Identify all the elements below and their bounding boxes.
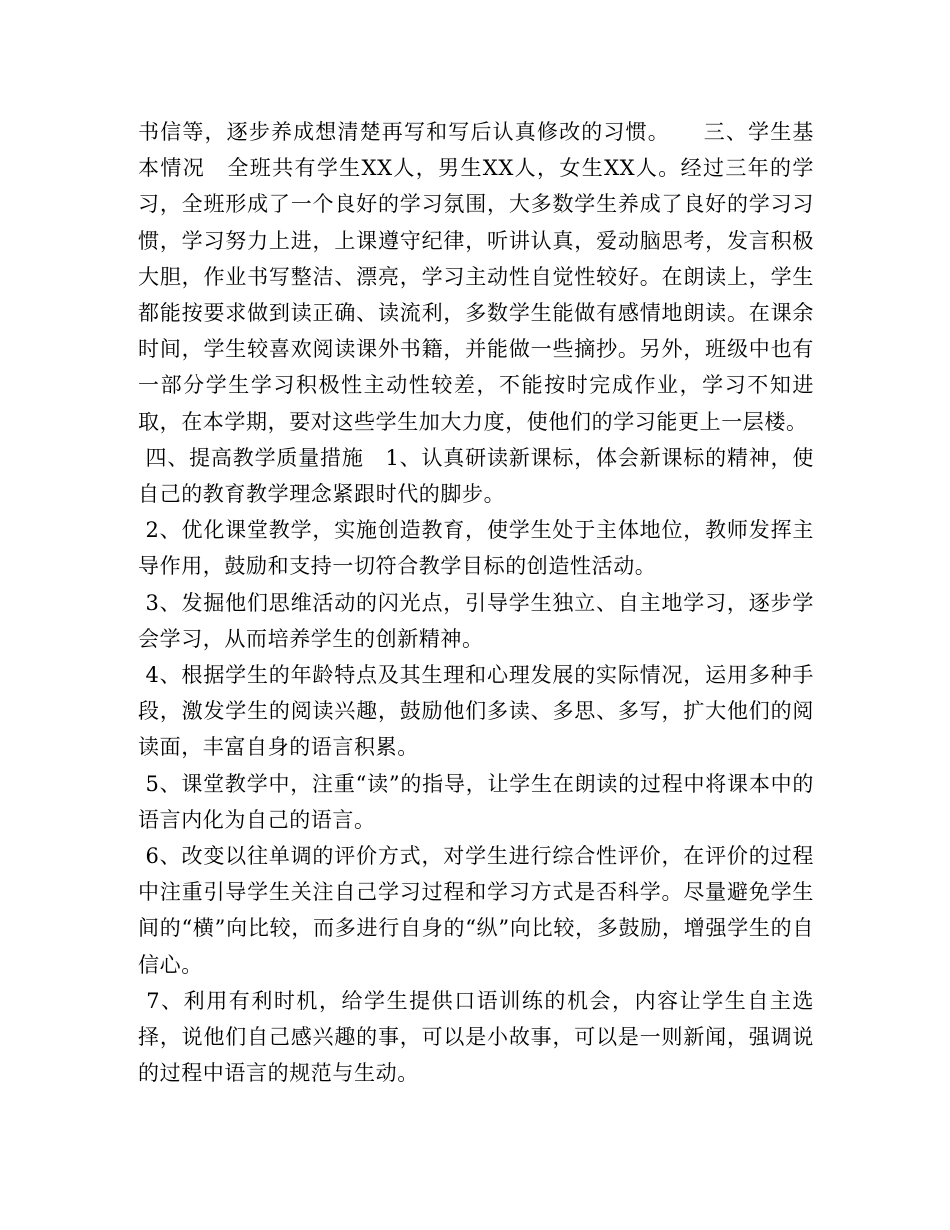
paragraph-measure-2: 2、优化课堂教学，实施创造教育，使学生处于主体地位，教师发挥主导作用，鼓励和支持一切符合教学目标的创造性活动。: [138, 518, 814, 579]
paragraph-measure-5: 5、课堂教学中，注重“读”的指导，让学生在朗读的过程中将课本中的语言内化为自己的语言。: [138, 771, 814, 832]
paragraph-measure-3: 3、发掘他们思维活动的闪光点，引导学生独立、自主地学习，逐步学会学习，从而培养学生的创新精神。: [138, 590, 814, 651]
paragraph-measure-4: 4、根据学生的年龄特点及其生理和心理发展的实际情况，运用多种手段，激发学生的阅读兴趣，鼓励他们多读、多思、多写，扩大他们的阅读面，丰富自身的语言积累。: [138, 663, 814, 760]
document-body: [138, 114, 814, 1091]
paragraph-student-situation: 书信等，逐步养成想清楚再写和写后认真修改的习惯。 三、学生基本情况 全班共有学生XX人，男生XX人，女生XX人。经过三年的学习，全班形成了一个良好的学习氛围，大多数学生养成了良好的学习习惯，学习努力上进，上课遵守纪律，听讲认真，爱动脑思考，发言积极大胆，作业书写整洁、漂亮，学习主动性自觉性较好。在朗读上，学生都能按要求做到读正确、读流利，多数学生能做有感情地朗读。在课余时间，学生较喜欢阅读课外书籍，并能做一些摘抄。另外，班级中也有一部分学生学习积极性主动性较差，不能按时完成作业，学习不知进取，在本学期，要对这些学生加大力度，使他们的学习能更上一层楼。: [138, 120, 814, 434]
paragraph-measure-6: 6、改变以往单调的评价方式，对学生进行综合性评价，在评价的过程中注重引导学生关注自己学习过程和学习方式是否科学。尽量避免学生间的“横”向比较，而多进行自身的“纵”向比较，多鼓励，增强学生的自信心。: [138, 844, 814, 977]
paragraph-measure-1: 四、提高教学质量措施 1、认真研读新课标，体会新课标的精神，使自己的教育教学理念紧跟时代的脚步。: [138, 445, 814, 507]
paragraph-measure-7: 7、利用有利时机，给学生提供口语训练的机会，内容让学生自主选择，说他们自己感兴趣的事，可以是小故事，可以是一则新闻，强调说的过程中语言的规范与生动。: [138, 988, 815, 1086]
